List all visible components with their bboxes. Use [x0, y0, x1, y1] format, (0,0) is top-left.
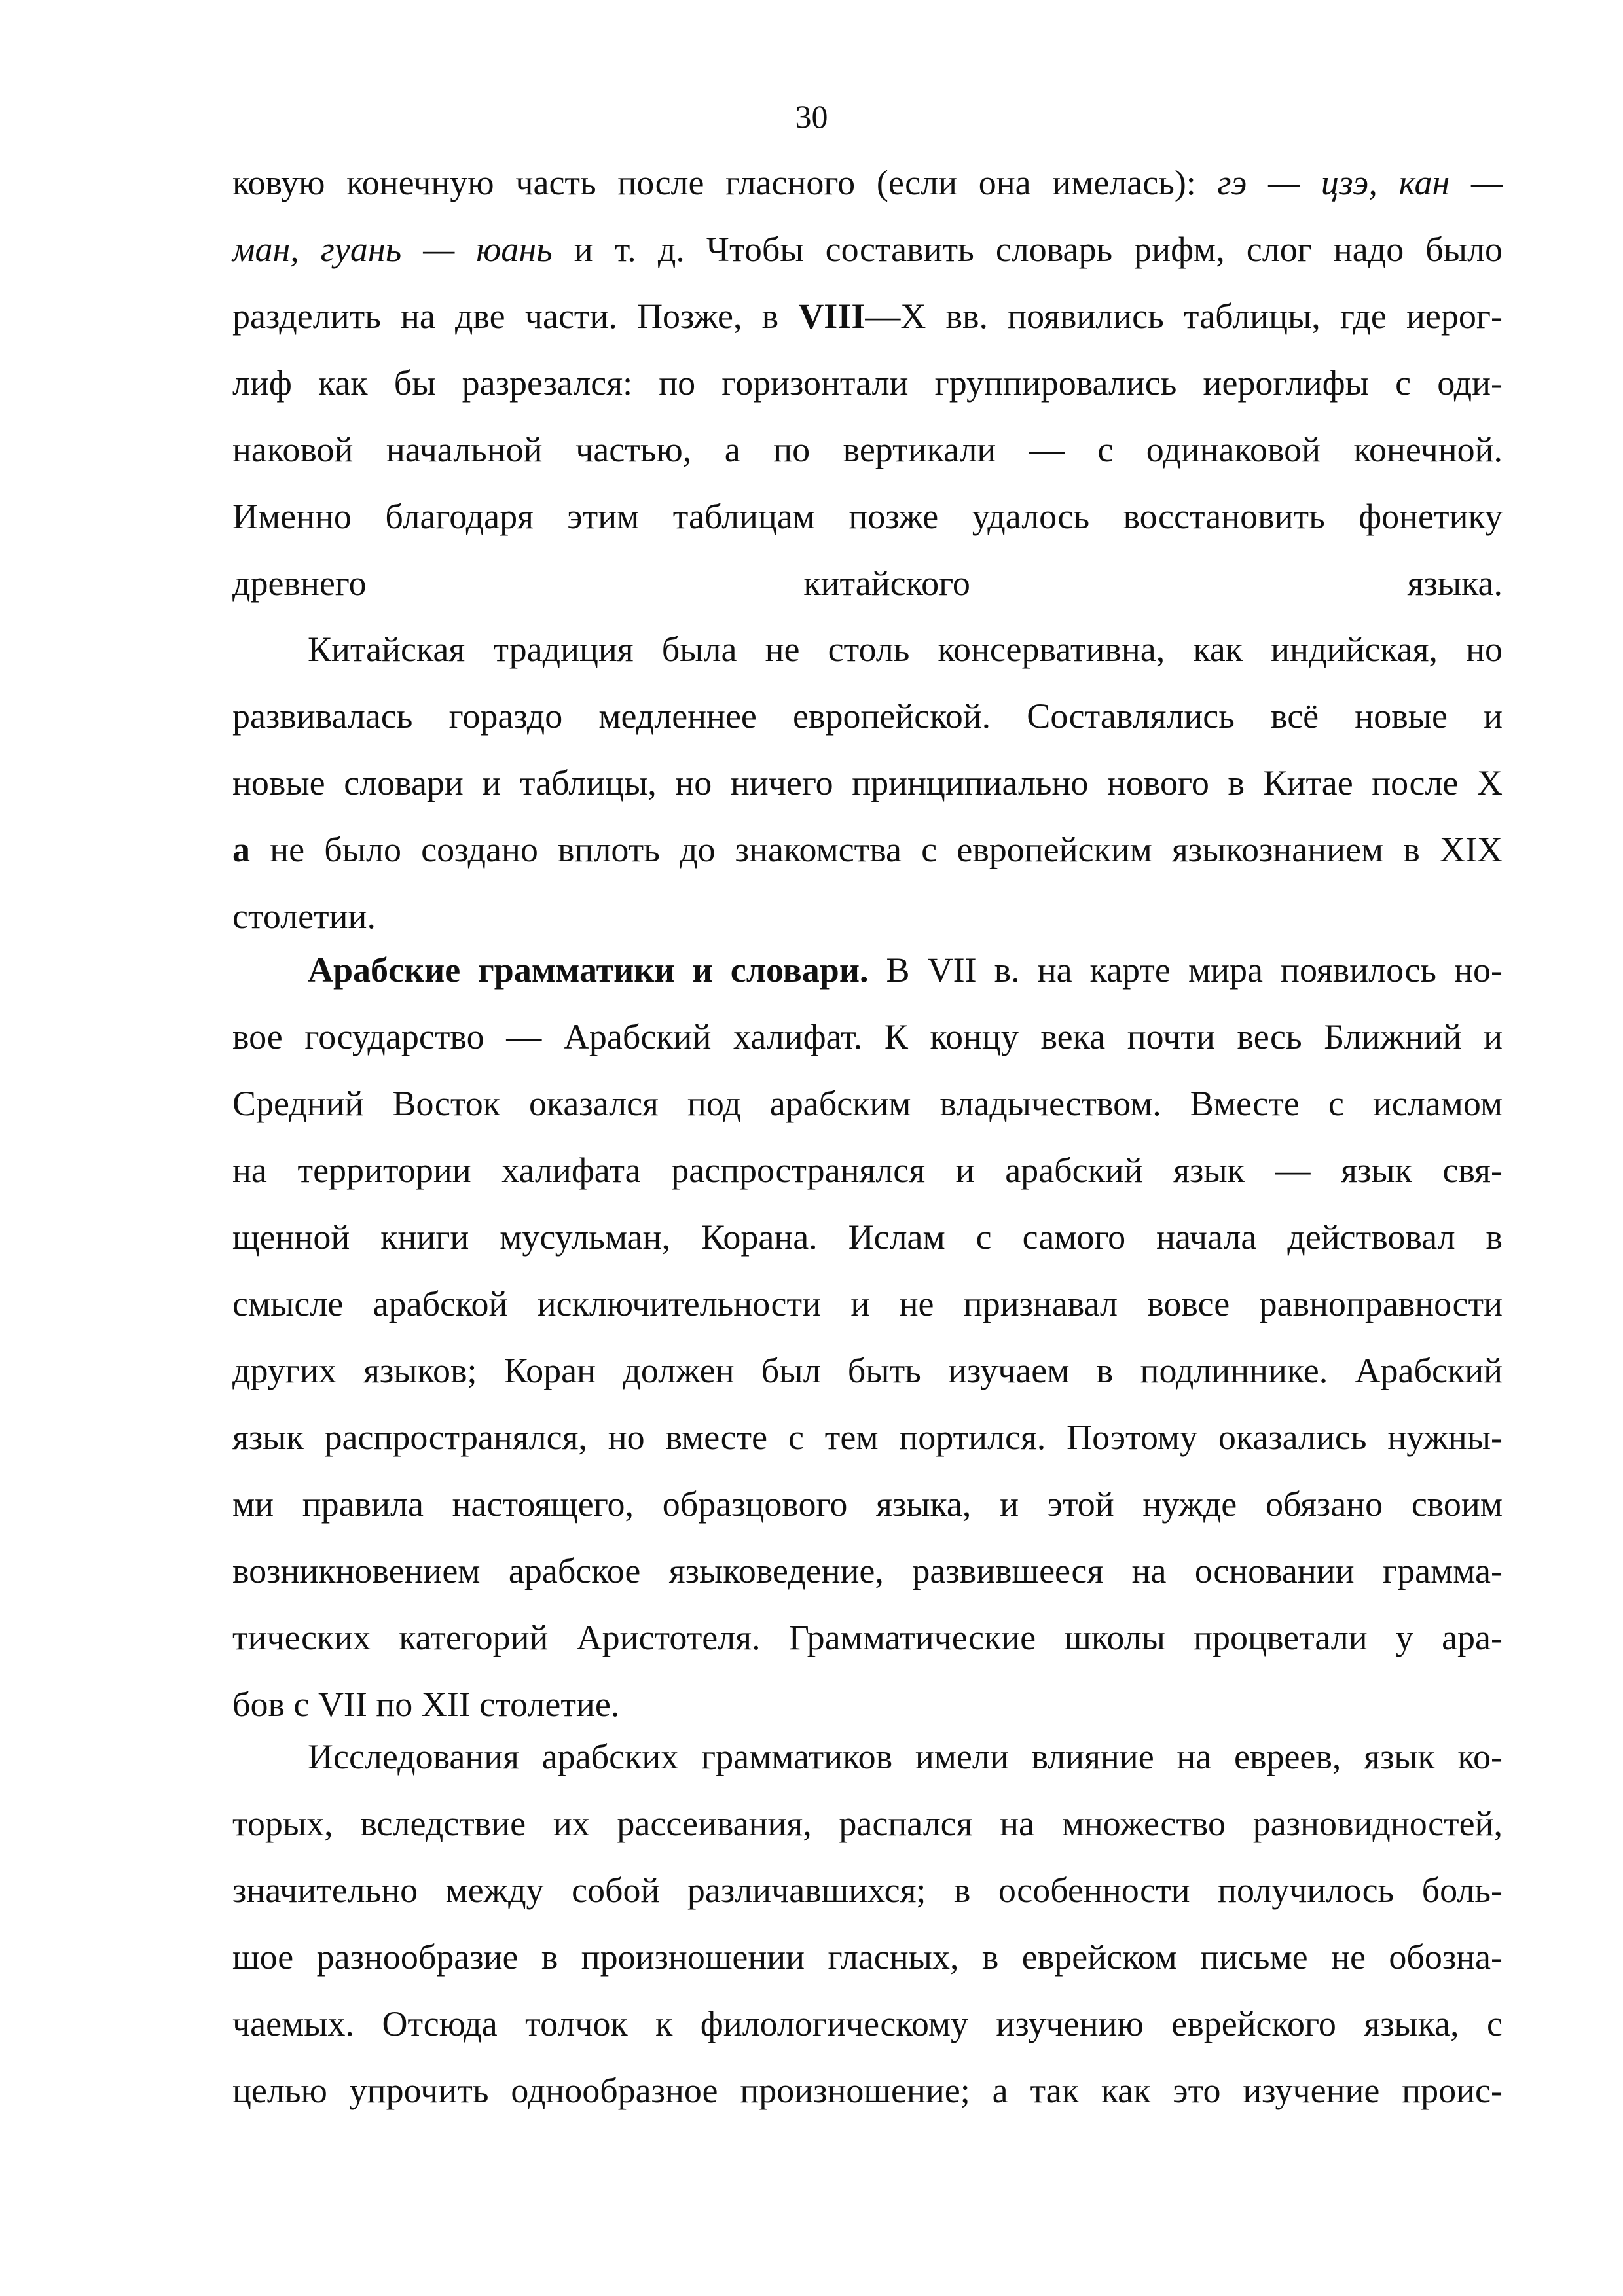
bold-run: а — [232, 830, 250, 869]
bold-run: VIII — [798, 296, 866, 336]
text-line — [232, 1137, 1503, 1204]
text-line — [232, 149, 1503, 216]
text-run: Именно благодаря этим таблицам позже удалось восстановить фонетику — [232, 497, 1503, 536]
text-run: ми правила настоящего, образцового языка, и этой нужде обязано своим — [232, 1484, 1503, 1524]
text-run: вое государство — Арабский халифат. К концу века почти весь Ближний и — [232, 1017, 1503, 1056]
text-run: чаемых. Отсюда толчок к филологическому изучению еврейского языка, с — [232, 2004, 1503, 2043]
text-run: смысле арабской исключительности и не признавал вовсе равноправности — [232, 1284, 1503, 1323]
text-line — [232, 683, 1503, 749]
italic-run: гэ — цзэ, кан — — [1217, 163, 1503, 202]
text-run: других языков; Коран должен был быть изучаем в подлиннике. Арабский — [232, 1351, 1503, 1390]
italic-run: ман, гуань — юань — [232, 230, 553, 269]
text-line — [232, 1471, 1503, 1537]
text-line — [232, 1857, 1503, 1924]
text-line — [232, 1723, 1503, 1790]
text-run: наковой начальной частью, а по вертикали — с одинаковой конечной. — [232, 430, 1503, 469]
text-run: бов с VII по XII столетие. — [232, 1685, 620, 1724]
bold-run: Арабские грамматики и словари. — [308, 950, 869, 990]
text-run: шое разнообразие в произношении гласных, в еврейском письме не обозна- — [232, 1937, 1503, 1977]
text-run: на территории халифата распространялся и арабский язык — язык свя- — [232, 1151, 1503, 1190]
text-line — [232, 483, 1503, 550]
text-run: В VII в. на карте мира появилось но- — [868, 950, 1503, 990]
text-line — [232, 1337, 1503, 1404]
text-line — [232, 283, 1503, 350]
text-run: Средний Восток оказался под арабским владычеством. Вместе с исламом — [232, 1084, 1503, 1123]
text-run: Исследования арабских грамматиков имели влияние на евреев, язык ко- — [308, 1737, 1503, 1776]
text-line — [232, 1270, 1503, 1337]
text-run: лиф как бы разрезался: по горизонтали группировались иероглифы с оди- — [232, 363, 1503, 403]
text-line — [232, 749, 1503, 816]
text-line — [232, 1604, 1503, 1671]
text-run: торых, вследствие их рассеивания, распался на множество разновидностей, — [232, 1804, 1503, 1843]
text-line — [232, 616, 1503, 683]
page-number: 30 — [795, 98, 828, 135]
text-line — [232, 1070, 1503, 1137]
text-line — [232, 2057, 1503, 2124]
text-run: —X вв. появились таблицы, где иерог- — [865, 296, 1503, 336]
text-line — [232, 1003, 1503, 1070]
text-line — [232, 1537, 1503, 1604]
paragraph — [232, 937, 1503, 1738]
text-line — [232, 1990, 1503, 2057]
text-line — [232, 416, 1503, 483]
text-run: древнего китайского языка. — [232, 564, 1503, 603]
text-line — [232, 937, 1503, 1003]
text-line — [232, 350, 1503, 416]
text-line — [232, 1204, 1503, 1270]
text-run: не было создано вплоть до знакомства с европейским языкознанием в XIX — [250, 830, 1503, 869]
paragraph — [232, 616, 1503, 950]
text-run: и т. д. Чтобы составить словарь рифм, слог надо было — [552, 230, 1503, 269]
text-run: разделить на две части. Позже, в — [232, 296, 799, 336]
text-run: значительно между собой различавшихся; в особенности получилось боль- — [232, 1871, 1503, 1910]
text-run: тических категорий Аристотеля. Грамматические школы процветали у ара- — [232, 1618, 1503, 1657]
text-run: столетии. — [232, 897, 376, 936]
text-line — [232, 816, 1503, 883]
text-run: целью упрочить однообразное произношение; а так как это изучение проис- — [232, 2071, 1503, 2110]
paragraph — [232, 1723, 1503, 2124]
text-run: ковую конечную часть после гласного (если она имелась): — [232, 163, 1218, 202]
text-run: возникновением арабское языковедение, развившееся на основании грамма- — [232, 1551, 1503, 1590]
text-line — [232, 1790, 1503, 1857]
text-run: развивалась гораздо медленнее европейской. Составлялись всё новые и — [232, 696, 1503, 736]
text-run: язык распространялся, но вместе с тем портился. Поэтому оказались нужны- — [232, 1418, 1503, 1457]
text-line — [232, 550, 1503, 617]
text-line — [232, 1404, 1503, 1471]
text-line — [232, 216, 1503, 283]
text-run: новые словари и таблицы, но ничего принципиально нового в Китае после X — [232, 763, 1503, 802]
paragraph — [232, 149, 1503, 617]
text-run: щенной книги мусульман, Корана. Ислам с самого начала действовал в — [232, 1217, 1503, 1257]
text-run: Китайская традиция была не столь консервативна, как индийская, но — [308, 630, 1503, 669]
text-line — [232, 1924, 1503, 1990]
